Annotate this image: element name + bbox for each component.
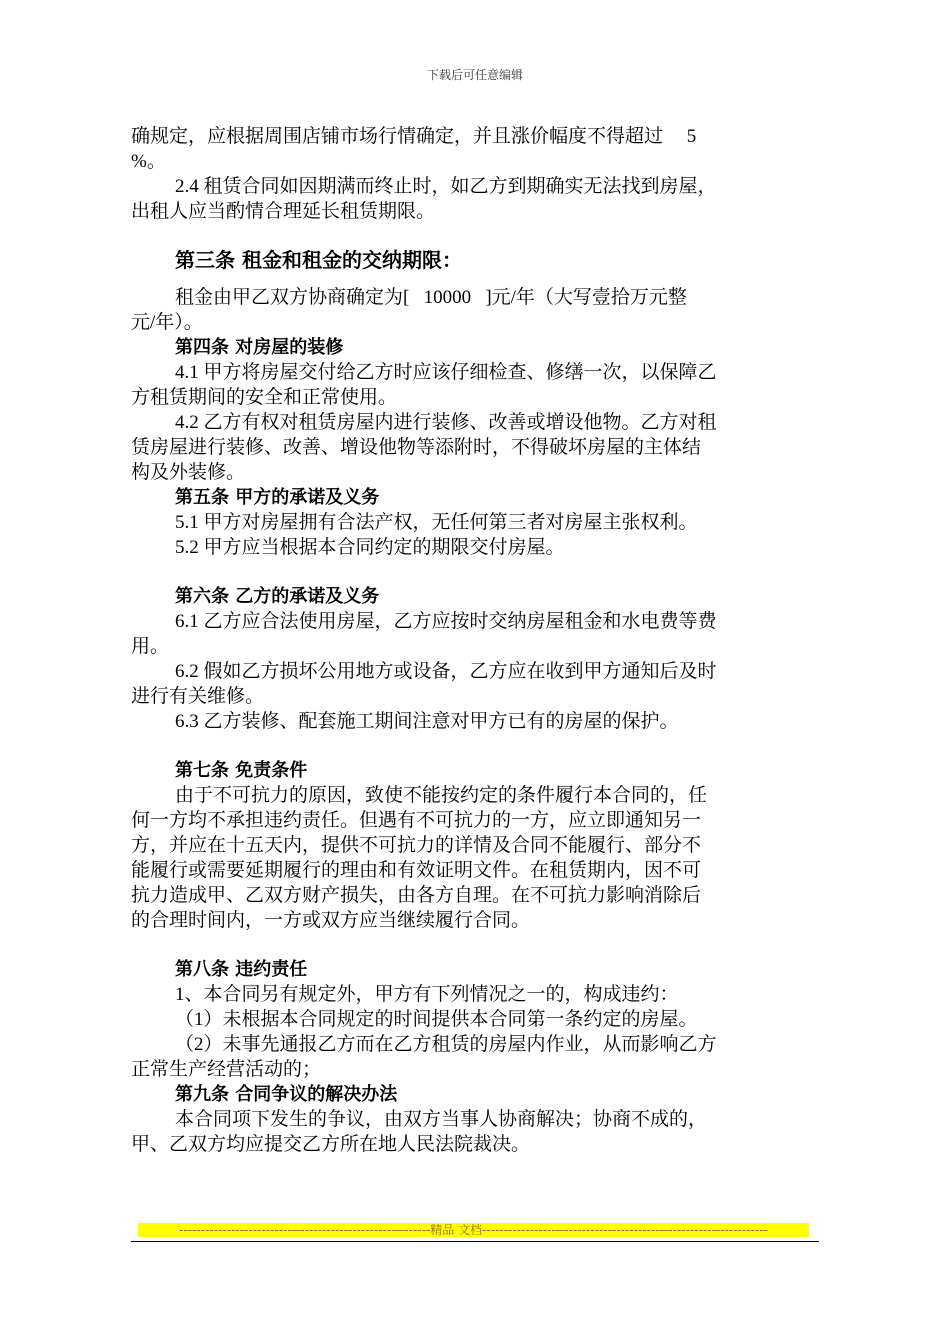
section-heading-7: 第七条 免责条件 xyxy=(175,760,308,781)
section-heading-4: 第四条 对房屋的装修 xyxy=(175,337,344,358)
section-heading-3: 第三条 租金和租金的交纳期限： xyxy=(175,248,462,272)
paragraph-line: 6.1 乙方应合法使用房屋，乙方应按时交纳房屋租金和水电费等费 xyxy=(175,611,717,632)
paragraph-line: 4.1 甲方将房屋交付给乙方时应该仔细检查、修缮一次，以保障乙 xyxy=(175,362,717,383)
paragraph-line: 出租人应当酌情合理延长租赁期限。 xyxy=(131,201,436,222)
paragraph-line: 的合理时间内，一方或双方应当继续履行合同。 xyxy=(131,910,531,931)
paragraph-line: 方租赁期间的安全和正常使用。 xyxy=(131,387,398,408)
paragraph-line: 用。 xyxy=(131,636,170,657)
section-heading-9: 第九条 合同争议的解决办法 xyxy=(175,1084,398,1105)
paragraph-line: 4.2 乙方有权对租赁房屋内进行装修、改善或增设他物。乙方对租 xyxy=(175,412,717,433)
section-heading-6: 第六条 乙方的承诺及义务 xyxy=(175,586,380,607)
paragraph-line: %。 xyxy=(131,151,166,172)
paragraph-line: 2.4 租赁合同如因期满而终止时，如乙方到期确实无法找到房屋， xyxy=(175,176,717,197)
document-body xyxy=(131,124,811,1157)
paragraph-line: 1、本合同另有规定外，甲方有下列情况之一的，构成违约： xyxy=(175,984,679,1005)
footer-banner: ----------------------------------------------------------精品 文档------------------------------------------------------------------ xyxy=(138,1223,809,1237)
paragraph-line: 能履行或需要延期履行的理由和有效证明文件。在租赁期内，因不可 xyxy=(131,860,702,881)
paragraph-line: 本合同项下发生的争议，由双方当事人协商解决；协商不成的， xyxy=(175,1109,708,1130)
paragraph-line: 方，并应在十五天内，提供不可抗力的详情及合同不能履行、部分不 xyxy=(131,835,702,856)
paragraph-line: 构及外装修。 xyxy=(131,462,246,483)
paragraph-line: 何一方均不承担违约责任。但遇有不可抗力的一方，应立即通知另一 xyxy=(131,810,702,831)
paragraph-line: （1）未根据本合同规定的时间提供本合同第一条约定的房屋。 xyxy=(175,1009,698,1030)
section-heading-5: 第五条 甲方的承诺及义务 xyxy=(175,487,380,508)
paragraph-line: 6.3 乙方装修、配套施工期间注意对甲方已有的房屋的保护。 xyxy=(175,711,679,732)
page-header: 下载后可任意编辑 xyxy=(426,68,523,82)
paragraph-line: 确规定，应根据周围店铺市场行情确定，并且涨价幅度不得超过 5 xyxy=(131,126,697,147)
paragraph-line: （2）未事先通报乙方而在乙方租赁的房屋内作业，从而影响乙方 xyxy=(175,1034,717,1055)
paragraph-line: 5.1 甲方对房屋拥有合法产权，无任何第三者对房屋主张权利。 xyxy=(175,512,698,533)
paragraph-line: 租金由甲乙双方协商确定为[ 10000 ]元/年（大写壹拾万元整 xyxy=(175,287,687,308)
paragraph-line: 抗力造成甲、乙双方财产损失，由各方自理。在不可抗力影响消除后 xyxy=(131,885,702,906)
section-heading-8: 第八条 违约责任 xyxy=(175,959,308,980)
paragraph-line: 5.2 甲方应当根据本合同约定的期限交付房屋。 xyxy=(175,537,565,558)
footer-divider xyxy=(131,1241,819,1242)
paragraph-line: 进行有关维修。 xyxy=(131,686,265,707)
paragraph-line: 赁房屋进行装修、改善、增设他物等添附时，不得破坏房屋的主体结 xyxy=(131,437,702,458)
paragraph-line: 甲、乙双方均应提交乙方所在地人民法院裁决。 xyxy=(131,1134,531,1155)
paragraph-line: 元/年）。 xyxy=(131,312,203,333)
paragraph-line: 正常生产经营活动的； xyxy=(131,1059,322,1080)
paragraph-line: 6.2 假如乙方损坏公用地方或设备，乙方应在收到甲方通知后及时 xyxy=(175,661,717,682)
paragraph-line: 由于不可抗力的原因，致使不能按约定的条件履行本合同的，任 xyxy=(175,785,708,806)
